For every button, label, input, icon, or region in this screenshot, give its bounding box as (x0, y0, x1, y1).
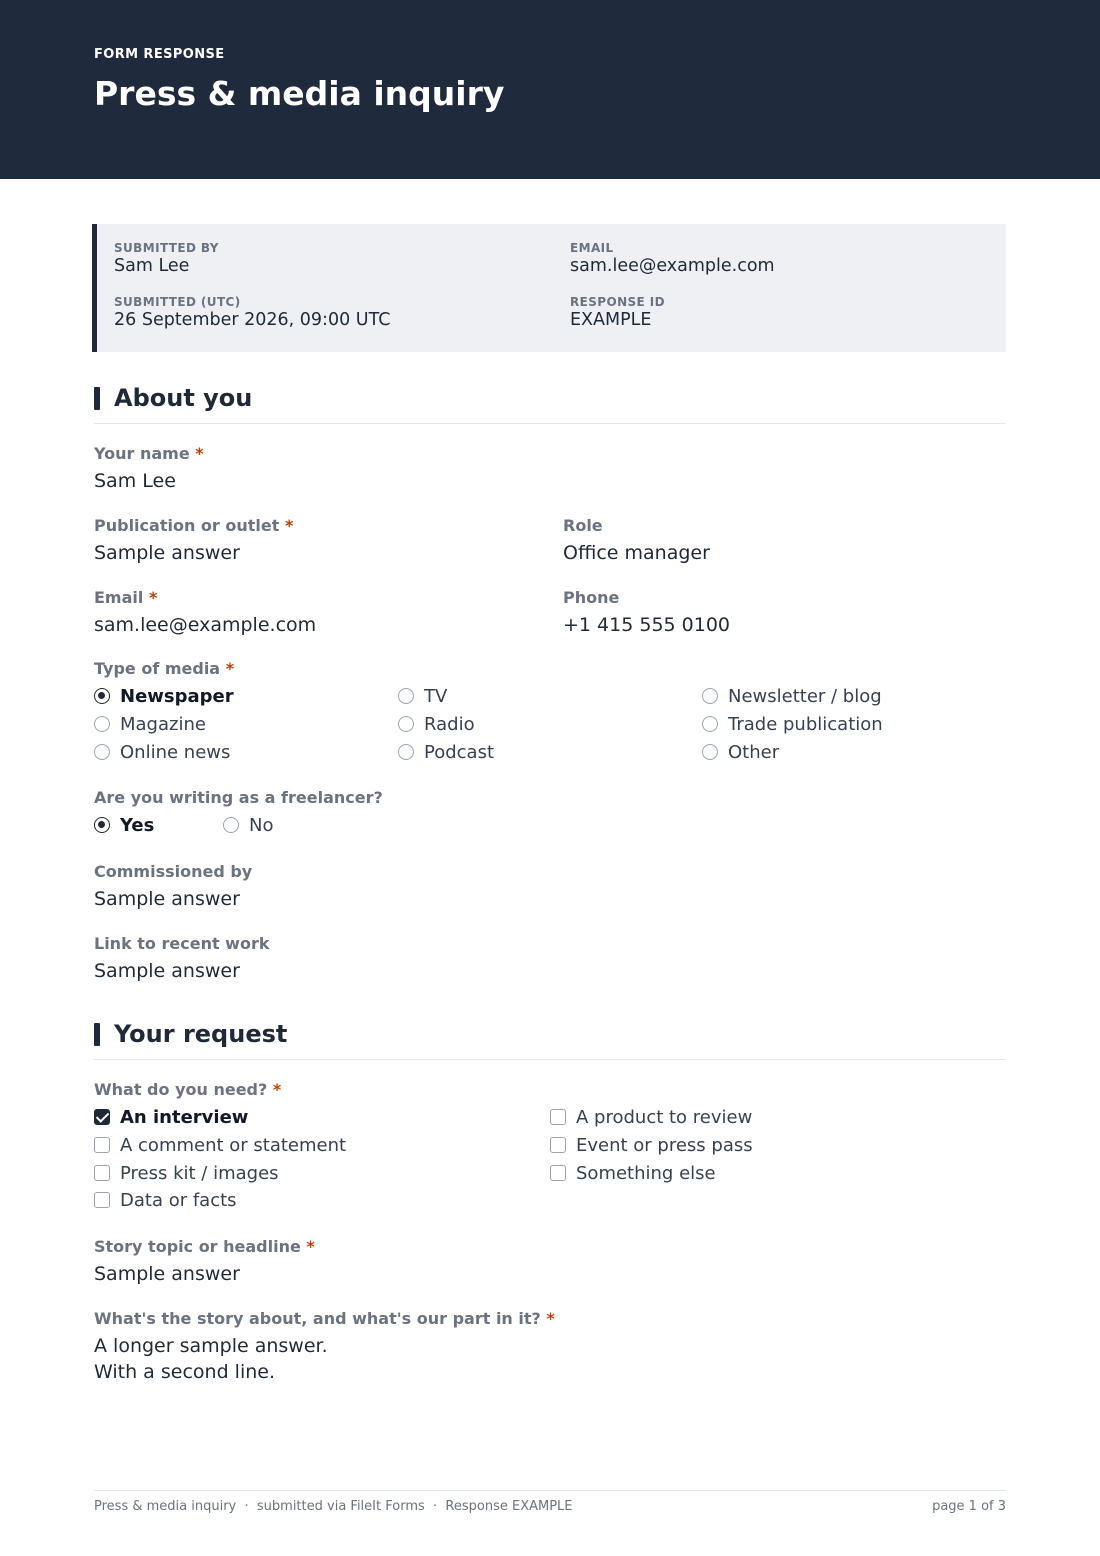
option-label: Podcast (424, 741, 495, 763)
radio-icon[interactable] (702, 744, 718, 760)
option-label: Newspaper (120, 685, 234, 707)
radio-icon[interactable] (702, 716, 718, 732)
field-value: Sam Lee (94, 470, 176, 492)
option-label: No (249, 814, 274, 836)
radio-icon[interactable] (94, 716, 110, 732)
option-label: A comment or statement (120, 1134, 347, 1156)
field-value: +1 415 555 0100 (563, 614, 731, 636)
field-phone (563, 588, 730, 636)
field-label: What do you need? * (94, 1080, 282, 1099)
meta-value: 26 September 2026, 09:00 UTC (114, 310, 391, 330)
field-label: Story topic or headline * (94, 1237, 315, 1256)
checkbox-icon[interactable] (550, 1137, 566, 1153)
option-label: Newsletter / blog (728, 685, 882, 707)
field-label: Role (563, 516, 603, 535)
field-value: sam.lee@example.com (94, 614, 317, 636)
page-number: page 1 of 3 (932, 1499, 1006, 1514)
radio-selected-icon[interactable] (94, 688, 110, 704)
radio-option-no[interactable] (223, 813, 273, 837)
checkbox-icon[interactable] (94, 1137, 110, 1153)
radio-option-podcast[interactable] (398, 740, 494, 764)
section-about-you (94, 384, 1006, 424)
meta-label: SUBMITTED (UTC) (114, 295, 241, 309)
field-label: Type of media * (94, 659, 235, 678)
field-publication (94, 516, 293, 564)
option-label: Something else (576, 1162, 716, 1184)
required-marker: * (284, 516, 294, 535)
meta-email (570, 241, 775, 276)
field-label: Link to recent work (94, 934, 270, 953)
option-label: Radio (424, 713, 475, 735)
field-email (94, 588, 316, 636)
option-label: Data or facts (120, 1189, 237, 1211)
value-line: A longer sample answer. (94, 1335, 328, 1357)
value-line: With a second line. (94, 1361, 275, 1383)
radio-icon[interactable] (223, 817, 239, 833)
checkbox-option-comment[interactable] (94, 1133, 346, 1157)
field-label: Commissioned by (94, 862, 253, 881)
section-marker (94, 387, 100, 410)
checkbox-icon[interactable] (94, 1165, 110, 1181)
field-label: Email * (94, 588, 158, 607)
page-header (0, 0, 1100, 179)
meta-response-id (570, 295, 665, 330)
field-role (563, 516, 710, 564)
radio-option-tv[interactable] (398, 684, 447, 708)
checkbox-option-something-else[interactable] (550, 1161, 716, 1185)
section-marker (94, 1023, 100, 1046)
meta-submitted-by (114, 241, 219, 276)
page-title: Press & media inquiry (94, 74, 505, 113)
footer-text: Press & media inquiry · submitted via FileIt Forms · Response EXAMPLE (94, 1499, 573, 1514)
field-value: Sample answer (94, 960, 240, 982)
radio-option-radio[interactable] (398, 712, 475, 736)
checkbox-icon[interactable] (550, 1165, 566, 1181)
radio-icon[interactable] (398, 688, 414, 704)
checkbox-icon[interactable] (94, 1192, 110, 1208)
option-label: Press kit / images (120, 1162, 279, 1184)
meta-label: SUBMITTED BY (114, 241, 219, 255)
option-label: An interview (120, 1106, 249, 1128)
radio-option-magazine[interactable] (94, 712, 206, 736)
radio-option-yes[interactable] (94, 813, 154, 837)
field-your-name (94, 444, 204, 492)
option-label: Event or press pass (576, 1134, 753, 1156)
radio-icon[interactable] (702, 688, 718, 704)
option-label: TV (424, 685, 448, 707)
field-value: Sample answer (94, 542, 240, 564)
submission-meta (92, 224, 1006, 352)
option-label: Other (728, 741, 780, 763)
radio-icon[interactable] (398, 716, 414, 732)
field-media-type (94, 659, 234, 679)
field-commissioned-by (94, 862, 252, 910)
required-marker: * (225, 659, 235, 678)
checkbox-option-data-facts[interactable] (94, 1188, 237, 1212)
meta-value: Sam Lee (114, 256, 190, 276)
radio-selected-icon[interactable] (94, 817, 110, 833)
field-value: Sample answer (94, 888, 240, 910)
option-label: Trade publication (728, 713, 883, 735)
field-recent-work (94, 934, 269, 982)
checkbox-option-press-kit[interactable] (94, 1161, 279, 1185)
option-label: Magazine (120, 713, 206, 735)
field-label: Your name * (94, 444, 204, 463)
field-label: Are you writing as a freelancer? (94, 788, 383, 807)
radio-option-newsletter-blog[interactable] (702, 684, 882, 708)
field-story-topic (94, 1237, 315, 1285)
required-marker: * (272, 1080, 282, 1099)
field-story-about (94, 1309, 555, 1385)
page-footer (94, 1490, 1006, 1514)
field-freelancer (94, 788, 383, 808)
radio-icon[interactable] (398, 744, 414, 760)
meta-label: EMAIL (570, 241, 614, 255)
option-label: Yes (120, 814, 155, 836)
section-title: About you (114, 384, 253, 412)
radio-option-newspaper[interactable] (94, 684, 234, 708)
field-label: Phone (563, 588, 620, 607)
checkbox-option-event-pass[interactable] (550, 1133, 753, 1157)
required-marker: * (148, 588, 158, 607)
radio-option-trade-publication[interactable] (702, 712, 883, 736)
section-your-request (94, 1020, 1006, 1060)
option-label: Online news (120, 741, 231, 763)
radio-icon[interactable] (94, 744, 110, 760)
meta-value: EXAMPLE (570, 310, 652, 330)
checkbox-icon[interactable] (550, 1109, 566, 1125)
meta-label: RESPONSE ID (570, 295, 665, 309)
radio-option-other[interactable] (702, 740, 779, 764)
required-marker: * (195, 444, 204, 463)
field-label: Publication or outlet * (94, 516, 294, 535)
field-value (94, 1333, 555, 1385)
required-marker: * (306, 1237, 315, 1256)
radio-option-online-news[interactable] (94, 740, 230, 764)
section-title: Your request (114, 1020, 288, 1048)
meta-value: sam.lee@example.com (570, 256, 775, 276)
checkbox-checked-icon[interactable] (94, 1109, 110, 1125)
option-label: A product to review (576, 1106, 753, 1128)
checkbox-option-product-review[interactable] (550, 1105, 752, 1129)
required-marker: * (546, 1309, 555, 1328)
field-value: Office manager (563, 542, 710, 564)
header-eyebrow: FORM RESPONSE (94, 47, 225, 62)
field-what-you-need (94, 1080, 281, 1100)
field-label: What's the story about, and what's our part in it? * (94, 1309, 555, 1328)
field-value: Sample answer (94, 1263, 240, 1285)
checkbox-option-interview[interactable] (94, 1105, 248, 1129)
meta-submitted-utc (114, 295, 390, 330)
